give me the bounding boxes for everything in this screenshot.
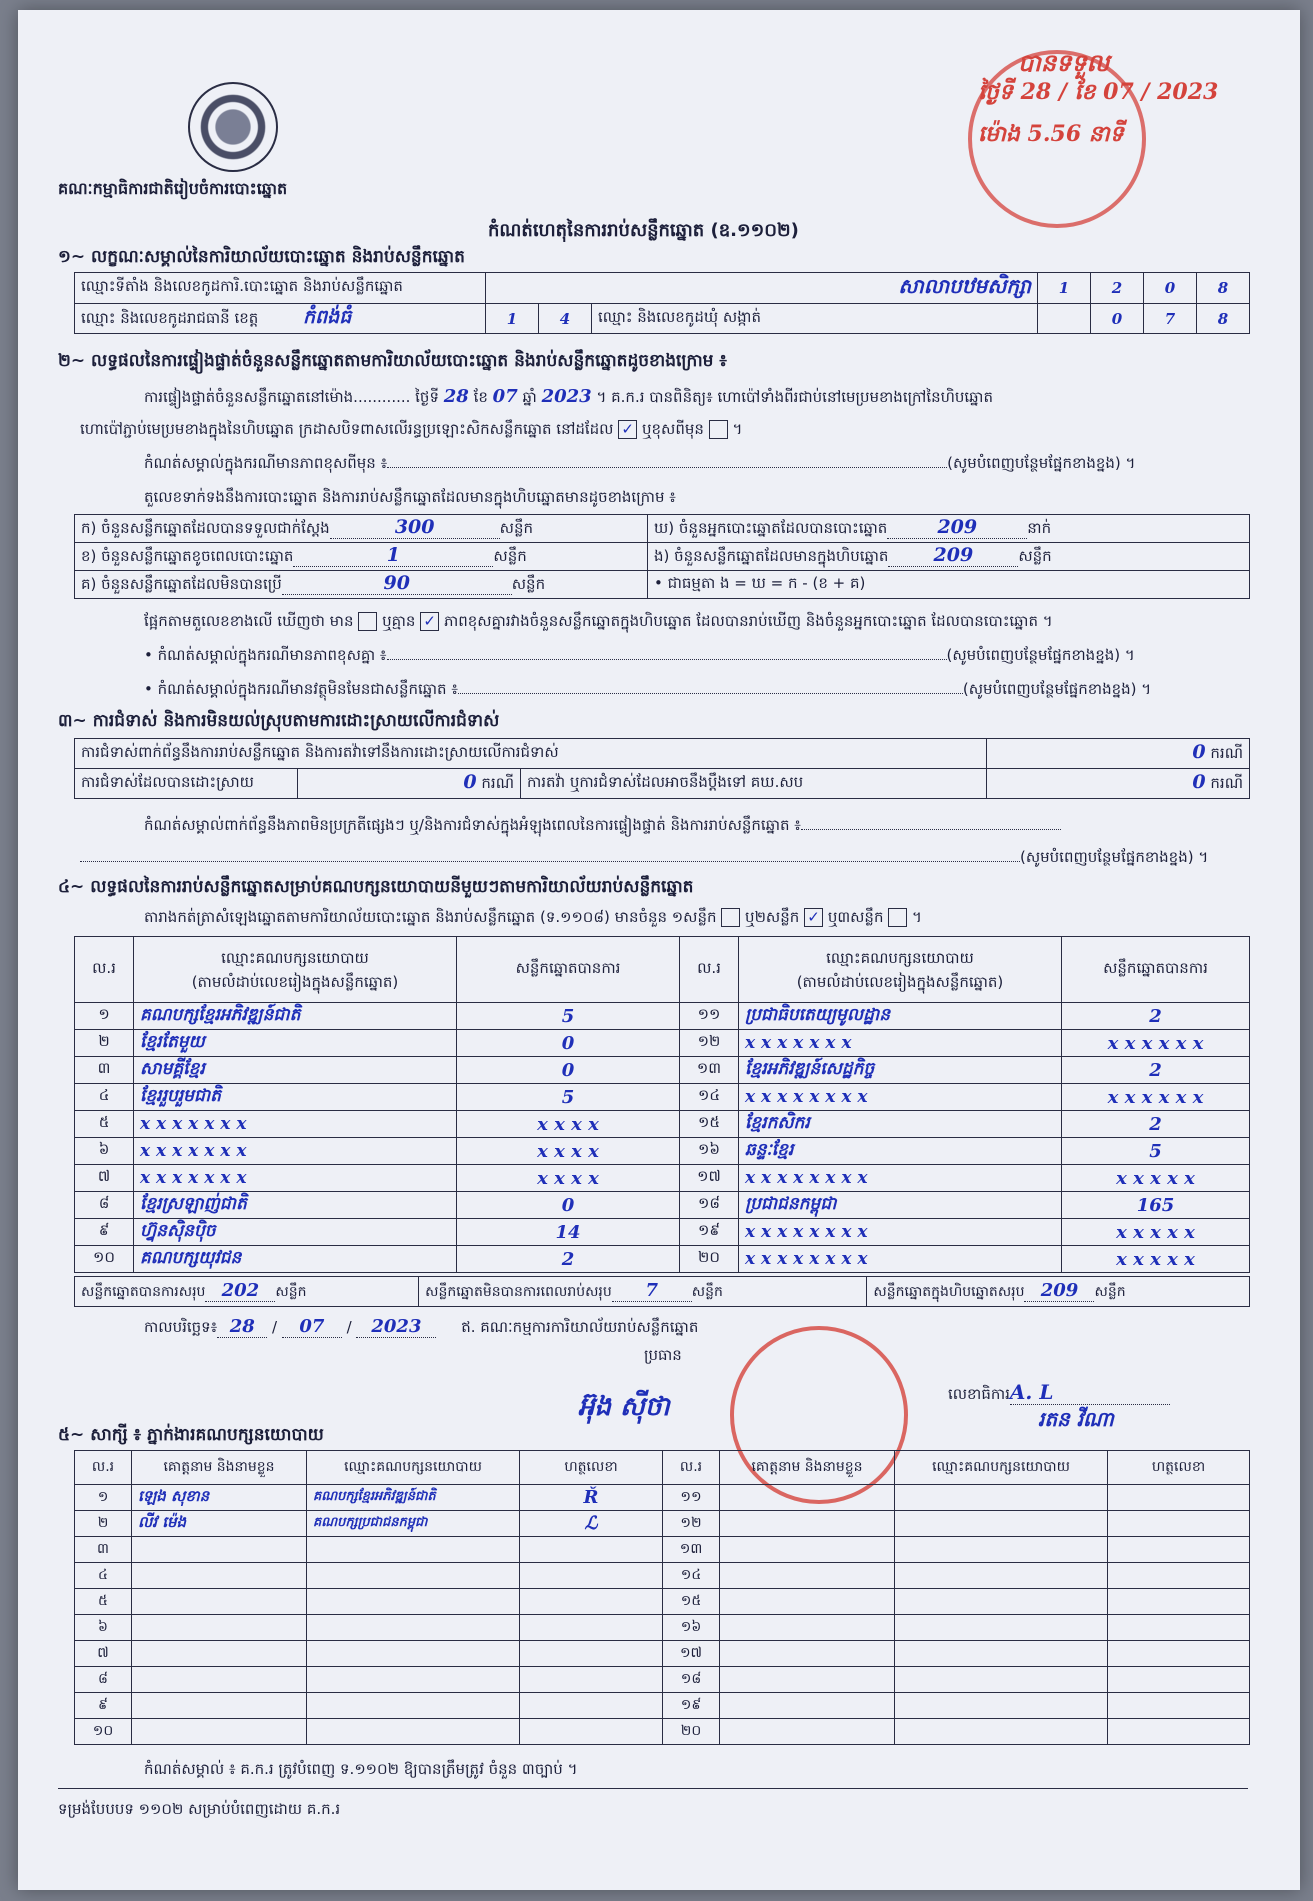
party-votes: 5 <box>457 1003 680 1030</box>
total-box: សន្លឹកឆ្នោតក្នុងហិបឆ្នោតសរុប 209 សន្លឹក <box>867 1277 1250 1307</box>
party-votes: 5 <box>1062 1138 1250 1165</box>
party-votes: 0 <box>457 1057 680 1084</box>
section4-title: ៤~ លទ្ធផលនៃការរាប់សន្លឹកឆ្នោតសម្រាប់គណបក្សនយោបាយនីមួយៗតាមការិយាល័យរាប់សន្លឹកឆ្នោត <box>58 877 694 897</box>
party-no: ២ <box>75 1030 134 1057</box>
witness-signature: Ř <box>520 1485 663 1511</box>
location-code-1: 1 <box>1038 273 1091 304</box>
witness-no: ៥ <box>75 1589 132 1615</box>
footer-rule <box>58 1788 1248 1789</box>
witness-name <box>132 1719 307 1745</box>
witness-signature <box>520 1667 663 1693</box>
party-name: x x x x x x x x <box>739 1165 1062 1192</box>
party-no: ១៧ <box>680 1165 739 1192</box>
col-party-left: ឈ្មោះគណបក្សនយោបាយ (តាមលំដាប់លេខរៀងក្នុងសន្លឹកឆ្នោត) <box>134 937 457 1003</box>
witness-no: ២ <box>75 1511 132 1537</box>
party-votes: 2 <box>1062 1057 1250 1084</box>
witness-signature <box>1108 1693 1250 1719</box>
witness-col-sign-left: ហត្ថលេខា <box>520 1451 663 1485</box>
party-name: ប្រជាធិបតេយ្យមូលដ្ឋាន <box>739 1003 1062 1030</box>
commune-code-3: 8 <box>1197 304 1250 334</box>
location-code-2: 2 <box>1091 273 1144 304</box>
party-no: ៦ <box>75 1138 134 1165</box>
witness-name <box>132 1693 307 1719</box>
witness-party <box>307 1563 520 1589</box>
province-code-2: 4 <box>539 304 592 334</box>
witness-party <box>895 1641 1108 1667</box>
location-label: ឈ្មោះទីតាំង និងលេខកូដការិ.បោះឆ្នោត និងរាប់សន្លឹកឆ្នោត <box>75 273 486 304</box>
secretary-name: រតន វីណា <box>1038 1407 1114 1431</box>
location-code-3: 0 <box>1144 273 1197 304</box>
has-difference-checkbox[interactable] <box>358 612 377 631</box>
one-sheet-checkbox[interactable] <box>721 908 740 927</box>
total-valid-value: 202 <box>205 1280 275 1302</box>
party-row <box>75 1246 1250 1273</box>
col-votes-left: សន្លឹកឆ្នោតបានការ <box>457 937 680 1003</box>
verification-line1: ការផ្ទៀងផ្ទាត់ចំនួនសន្លឹកឆ្នោតនៅម៉ោង............ ថ្ងៃទី 28 ខែ 07 ឆ្នាំ 2023 ។ គ.ក.រ បានពិនិត្យ៖ ហោប៉ៅទាំងពីរជាប់នៅមេប្រមខាងក្រៅនៃហិបឆ្នោត <box>144 386 993 407</box>
commune-code-1: 0 <box>1091 304 1144 334</box>
section1-table <box>74 272 1250 334</box>
party-no: ១៣ <box>680 1057 739 1084</box>
received-line3: ម៉ោង 5.56 នាទី <box>978 121 1124 147</box>
party-votes: 2 <box>1062 1111 1250 1138</box>
witness-row <box>75 1563 1250 1589</box>
figure-d-value: 209 <box>887 516 1027 539</box>
witness-party <box>895 1615 1108 1641</box>
witness-signature <box>520 1615 663 1641</box>
witness-name <box>720 1667 895 1693</box>
witness-signature <box>520 1537 663 1563</box>
witness-party <box>307 1667 520 1693</box>
same-checkbox[interactable]: ✓ <box>618 420 637 439</box>
witness-col-name-left: គោត្តនាម និងនាមខ្លួន <box>132 1451 307 1485</box>
received-line1: បានទទួល <box>1018 48 1110 77</box>
party-name: x x x x x x x x <box>739 1219 1062 1246</box>
party-name: x x x x x x x <box>134 1111 457 1138</box>
party-name: ខ្មែរតែមួយ <box>134 1030 457 1057</box>
province-value: កំពង់ធំ <box>303 305 352 328</box>
compare-line: ផ្អែកតាមតួលេខខាងលើ ឃើញថា មាន ឬគ្មាន ✓ ភាពខុសគ្នារវាងចំនួនសន្លឹកឆ្នោតក្នុងហិបឆ្នោត ដែលបានរាប់ឃើញ និងចំនួនអ្នកបោះឆ្នោត ដែលបានបោះឆ្នោត ។ <box>144 612 1053 630</box>
party-name: x x x x x x x <box>134 1165 457 1192</box>
party-name: x x x x x x x x <box>739 1246 1062 1273</box>
witness-no: ១៨ <box>663 1667 720 1693</box>
witness-col-party-left: ឈ្មោះគណបក្សនយោបាយ <box>307 1451 520 1485</box>
party-row <box>75 1219 1250 1246</box>
total-box-value: 209 <box>1024 1280 1094 1302</box>
figures-intro: តួលេខទាក់ទងនឹងការបោះឆ្នោត និងការរាប់សន្លឹកឆ្នោតដែលមានក្នុងហិបឆ្នោតមានដូចខាងក្រោម ៖ <box>144 488 676 506</box>
irregularity-note: កំណត់សម្គាល់ពាក់ព័ន្ធនឹងភាពមិនប្រក្រតីផ្សេងៗ ឬ/និងការជំទាស់ក្នុងអំឡុងពេលនៃការផ្ទៀងផ្ទាត់ និងការរាប់សន្លឹកឆ្នោត ៖ <box>144 816 1244 838</box>
totals-table <box>74 1276 1250 1307</box>
party-name: ខ្មែរស្រឡាញ់ជាតិ <box>134 1192 457 1219</box>
chair-label: ប្រធាន <box>644 1346 682 1364</box>
complaints-total-label: ការជំទាស់ពាក់ព័ន្ធនឹងការរាប់សន្លឹកឆ្នោត និងការតវ៉ាទៅនឹងការដោះស្រាយលើការជំទាស់ <box>75 739 987 769</box>
col-party-right: ឈ្មោះគណបក្សនយោបាយ (តាមលំដាប់លេខរៀងក្នុងសន្លឹកឆ្នោត) <box>739 937 1062 1003</box>
total-valid: សន្លឹកឆ្នោតបានការសរុប 202 សន្លឹក <box>75 1277 419 1307</box>
difference-note: • កំណត់សម្គាល់ក្នុងករណីមានភាពខុសគ្នា ៖ (សូមបំពេញបន្ថែមផ្នែកខាងខ្នង) ។ <box>144 646 1135 664</box>
witness-no: ១៣ <box>663 1537 720 1563</box>
party-row <box>75 1003 1250 1030</box>
witness-no: ១៤ <box>663 1563 720 1589</box>
witness-row <box>75 1641 1250 1667</box>
witness-signature <box>520 1563 663 1589</box>
witness-row <box>75 1693 1250 1719</box>
col-no-left: ល.រ <box>75 937 134 1003</box>
figure-b-value: 1 <box>293 544 493 567</box>
witness-no: ៩ <box>75 1693 132 1719</box>
witness-signature <box>1108 1615 1250 1641</box>
party-name: ខ្មែរអភិវឌ្ឍន៍សេដ្ឋកិច្ច <box>739 1057 1062 1084</box>
party-name: x x x x x x x <box>739 1030 1062 1057</box>
verify-month: 07 <box>492 386 518 407</box>
committee-label: ឥ. គណៈកម្មការការិយាល័យរាប់សន្លឹកឆ្នោត <box>461 1318 699 1336</box>
figures-table <box>74 514 1250 599</box>
witness-name <box>132 1641 307 1667</box>
party-no: ៣ <box>75 1057 134 1084</box>
witness-signature <box>1108 1589 1250 1615</box>
witness-name <box>132 1615 307 1641</box>
party-votes: 2 <box>457 1246 680 1273</box>
witness-no: ១៧ <box>663 1641 720 1667</box>
witness-party <box>895 1589 1108 1615</box>
section2-title: ២~ លទ្ធផលនៃការផ្ទៀងផ្ទាត់ចំនួនសន្លឹកឆ្នោតតាមការិយាល័យបោះឆ្នោត និងរាប់សន្លឹកឆ្នោតដូចខាងក្រោម ៖ <box>58 351 727 371</box>
resolved-label: ការជំទាស់ដែលបានដោះស្រាយ <box>75 769 298 799</box>
secretary-signature: A. L <box>1010 1380 1170 1405</box>
party-name: សាមគ្គីខ្មែរ <box>134 1057 457 1084</box>
witness-signature <box>1108 1667 1250 1693</box>
secretary-line: លេខាធិការA. L <box>948 1380 1170 1407</box>
party-no: ១៨ <box>680 1192 739 1219</box>
province-code-1: 1 <box>486 304 539 334</box>
party-name: ហ្វ៊ុនស៊ិនប៉ិច <box>134 1219 457 1246</box>
witness-name <box>132 1667 307 1693</box>
witness-no: ៧ <box>75 1641 132 1667</box>
date-day: 28 <box>217 1316 267 1338</box>
witness-col-no-right: ល.រ <box>663 1451 720 1485</box>
witness-party <box>895 1667 1108 1693</box>
party-votes: x x x x x <box>1062 1165 1250 1192</box>
witness-row <box>75 1719 1250 1745</box>
party-row <box>75 1165 1250 1192</box>
party-row <box>75 1030 1250 1057</box>
chair-signature: អ៊ុង ស៊ីថា <box>578 1392 670 1422</box>
witness-signature <box>1108 1563 1250 1589</box>
three-sheets-checkbox[interactable] <box>888 908 907 927</box>
witness-name <box>720 1537 895 1563</box>
party-row <box>75 1057 1250 1084</box>
party-votes: 0 <box>457 1192 680 1219</box>
appeal-value: 0 <box>1192 771 1206 793</box>
witness-no: ១៩ <box>663 1693 720 1719</box>
resolved-value: 0 <box>463 771 477 793</box>
witness-name <box>132 1589 307 1615</box>
party-name: x x x x x x x <box>134 1138 457 1165</box>
party-name: ប្រជាជនកម្ពុជា <box>739 1192 1062 1219</box>
footer-form: ទម្រង់បែបបទ ១១០២ សម្រាប់បំពេញដោយ គ.ក.រ <box>58 1800 341 1818</box>
change-note: កំណត់សម្គាល់ក្នុងករណីមានភាពខុសពីមុន ៖ (សូមបំពេញបន្ថែមផ្នែកខាងខ្នង) ។ <box>144 454 1136 472</box>
received-line2: ថ្ងៃទី 28 / ខែ 07 / 2023 <box>978 79 1219 105</box>
witness-party <box>307 1615 520 1641</box>
section3-title: ៣~ ការជំទាស់ និងការមិនយល់ស្រុបតាមការដោះស្រាយលើការជំទាស់ <box>58 711 500 731</box>
party-no: ១ <box>75 1003 134 1030</box>
party-no: ៧ <box>75 1165 134 1192</box>
witness-signature <box>1108 1485 1250 1511</box>
party-no: ១៩ <box>680 1219 739 1246</box>
location-code-4: 8 <box>1197 273 1250 304</box>
party-votes: 0 <box>457 1030 680 1057</box>
witness-name: ឡេង សុខាន <box>132 1485 307 1511</box>
witness-name <box>720 1511 895 1537</box>
witness-no: ៤ <box>75 1563 132 1589</box>
commune-label: ឈ្មោះ និងលេខកូដឃុំ សង្កាត់ <box>592 304 1038 334</box>
witness-signature <box>520 1693 663 1719</box>
party-votes: x x x x x <box>1062 1219 1250 1246</box>
party-votes: x x x x <box>457 1111 680 1138</box>
witness-no: ៣ <box>75 1537 132 1563</box>
witness-name: លីវ ម៉េង <box>132 1511 307 1537</box>
witness-no: ១០ <box>75 1719 132 1745</box>
section1-title: ១~ លក្ខណៈសម្គាល់នៃការិយាល័យបោះឆ្នោត និងរាប់សន្លឹកឆ្នោត <box>58 247 465 267</box>
witness-party <box>307 1641 520 1667</box>
witness-col-no-left: ល.រ <box>75 1451 132 1485</box>
ballot-count-form <box>18 10 1300 1890</box>
party-row <box>75 1084 1250 1111</box>
party-votes: x x x x <box>457 1138 680 1165</box>
two-sheets-checkbox[interactable]: ✓ <box>804 908 823 927</box>
witness-name <box>720 1485 895 1511</box>
verify-year: 2023 <box>541 386 592 407</box>
witness-no: ១ <box>75 1485 132 1511</box>
party-no: ៩ <box>75 1219 134 1246</box>
party-votes: x x x x x x <box>1062 1030 1250 1057</box>
figure-d: ឃ) ចំនួនអ្នកបោះឆ្នោតដែលបានបោះឆ្នោត 209 នាក់ <box>648 515 1250 543</box>
party-votes: 2 <box>1062 1003 1250 1030</box>
col-no-right: ល.រ <box>680 937 739 1003</box>
location-value: សាលាបឋមសិក្សា <box>486 273 1038 304</box>
witness-signature <box>520 1719 663 1745</box>
witness-party <box>307 1693 520 1719</box>
form-title: កំណត់ហេតុនៃការរាប់សន្លឹកឆ្នោត (ឧ.១១០២) <box>488 220 799 241</box>
party-name: គណបក្សខ្មែរអភិវឌ្ឍន៍ជាតិ <box>134 1003 457 1030</box>
footer-note: កំណត់សម្គាល់ ៖ គ.ក.រ ត្រូវបំពេញ ទ.១១០២ ឱ្យបានត្រឹមត្រូវ ចំនួន ៣ច្បាប់ ។ <box>144 1760 578 1778</box>
witness-no: ១៦ <box>663 1615 720 1641</box>
figure-b: ខ) ចំនួនសន្លឹកឆ្នោតខូចពេលបោះឆ្នោត 1 សន្លឹក <box>75 543 648 571</box>
witness-party <box>307 1537 520 1563</box>
witness-party <box>307 1719 520 1745</box>
party-no: ១៦ <box>680 1138 739 1165</box>
witness-name <box>132 1563 307 1589</box>
complaints-table: ការជំទាស់ពាក់ព័ន្ធនឹងការរាប់សន្លឹកឆ្នោត និងការតវ៉ាទៅនឹងការដោះស្រាយលើការជំទាស់ 0 ករណី ការជំទាស់ដែលបានដោះស្រាយ 0 ករណី ការតវ៉ា ឬការជំទាស់ដែលអាចនឹងប្តឹងទៅ គឃ.សប 0 ករណី <box>74 738 1250 799</box>
witness-party: គណបក្សប្រជាជនកម្ពុជា <box>307 1511 520 1537</box>
party-row <box>75 1192 1250 1219</box>
changed-checkbox[interactable] <box>709 420 728 439</box>
party-votes: x x x x x <box>1062 1246 1250 1273</box>
date-line: កាលបរិច្ឆេទ៖ 28 / 07 / 2023 ឥ. គណៈកម្មការការិយាល័យរាប់សន្លឹកឆ្នោត <box>144 1316 699 1337</box>
witness-name <box>720 1615 895 1641</box>
figure-e: ង) ចំនួនសន្លឹកឆ្នោតដែលមានក្នុងហិបឆ្នោត 209 សន្លឹក <box>648 543 1250 571</box>
party-results-table <box>74 936 1250 1273</box>
party-no: ១៤ <box>680 1084 739 1111</box>
section5-title: ៥~ សាក្សី ៖ ភ្នាក់ងារគណបក្សនយោបាយ <box>58 1425 324 1445</box>
witness-party <box>895 1693 1108 1719</box>
appeal-label: ការតវ៉ា ឬការជំទាស់ដែលអាចនឹងប្តឹងទៅ គឃ.សប <box>521 769 987 799</box>
witness-name <box>132 1537 307 1563</box>
total-invalid-value: 7 <box>612 1280 692 1302</box>
nec-logo <box>188 82 278 172</box>
witness-row <box>75 1537 1250 1563</box>
org-name: គណៈកម្មាធិការជាតិរៀបចំការបោះឆ្នោត <box>58 179 288 198</box>
witness-signature: ℒ <box>520 1511 663 1537</box>
commune-code-2: 7 <box>1144 304 1197 334</box>
party-row <box>75 1111 1250 1138</box>
witness-no: ២០ <box>663 1719 720 1745</box>
verify-day: 28 <box>443 386 469 407</box>
witness-name <box>720 1693 895 1719</box>
figure-formula: • ជាធម្មតា ង = ឃ = ក - (ខ + គ) <box>648 571 1250 599</box>
witness-signature <box>1108 1511 1250 1537</box>
party-name: ឆន្ទៈខ្មែរ <box>739 1138 1062 1165</box>
party-no: ៥ <box>75 1111 134 1138</box>
party-name: ខ្មែរកសិករ <box>739 1111 1062 1138</box>
party-votes: 5 <box>457 1084 680 1111</box>
witness-col-name-right: គោត្តនាម និងនាមខ្លួន <box>720 1451 895 1485</box>
witness-row <box>75 1511 1250 1537</box>
witness-party <box>307 1589 520 1615</box>
party-no: ៤ <box>75 1084 134 1111</box>
witness-signature <box>520 1589 663 1615</box>
figure-e-value: 209 <box>888 544 1018 567</box>
tally-sheet-line: តារាងកត់ត្រាសំឡេងឆ្នោតតាមការិយាល័យបោះឆ្នោត និងរាប់សន្លឹកឆ្នោត (ទ.១១០៨) មានចំនួន ១សន្លឹក ឬ២សន្លឹក ✓ ឬ៣សន្លឹក ។ <box>144 908 922 926</box>
witness-name <box>720 1563 895 1589</box>
party-no: ១០ <box>75 1246 134 1273</box>
witness-no: ៨ <box>75 1667 132 1693</box>
witness-signature <box>1108 1719 1250 1745</box>
complaints-total-value: 0 <box>1192 741 1206 763</box>
witness-signature <box>1108 1641 1250 1667</box>
total-invalid: សន្លឹកឆ្នោតមិនបានការពេលរាប់សរុប 7 សន្លឹក <box>419 1277 867 1307</box>
witness-col-party-right: ឈ្មោះគណបក្សនយោបាយ <box>895 1451 1108 1485</box>
party-no: ១៥ <box>680 1111 739 1138</box>
verification-line2: ហោប៉ៅភ្ជាប់មេប្រមខាងក្នុងនៃហិបឆ្នោត ក្រដាសបិទពាសលើរន្ធប្រឡោះសិកសន្លឹកឆ្នោត នៅដដែល ✓ ឬខុសពីមុន ។ <box>80 420 743 438</box>
party-name: គណបក្សយុវជន <box>134 1246 457 1273</box>
witness-party <box>895 1511 1108 1537</box>
witness-no: ១៥ <box>663 1589 720 1615</box>
party-votes: x x x x x x <box>1062 1084 1250 1111</box>
witness-signature <box>520 1641 663 1667</box>
party-votes: 165 <box>1062 1192 1250 1219</box>
party-row <box>75 1138 1250 1165</box>
witness-name <box>720 1589 895 1615</box>
witness-name <box>720 1641 895 1667</box>
party-no: ១២ <box>680 1030 739 1057</box>
witness-party <box>895 1563 1108 1589</box>
date-year: 2023 <box>356 1316 436 1338</box>
witness-party <box>895 1719 1108 1745</box>
witness-col-sign-right: ហត្ថលេខា <box>1108 1451 1250 1485</box>
province-label: ឈ្មោះ និងលេខកូដរាជធានី ខេត្ត កំពង់ធំ <box>75 304 486 334</box>
party-votes: 14 <box>457 1219 680 1246</box>
party-no: ២០ <box>680 1246 739 1273</box>
witness-row <box>75 1667 1250 1693</box>
witness-name <box>720 1719 895 1745</box>
party-name: ខ្មែររួបរួមជាតិ <box>134 1084 457 1111</box>
figure-a: ក) ចំនួនសន្លឹកឆ្នោតដែលបានទទួលជាក់ស្តែង 300 សន្លឹក <box>75 515 648 543</box>
witness-no: ៦ <box>75 1615 132 1641</box>
party-name: x x x x x x x x <box>739 1084 1062 1111</box>
witness-party <box>895 1485 1108 1511</box>
witness-party: គណបក្សខ្មែរអភិវឌ្ឍន៍ជាតិ <box>307 1485 520 1511</box>
witness-row <box>75 1615 1250 1641</box>
no-difference-checkbox[interactable]: ✓ <box>420 612 439 631</box>
date-month: 07 <box>282 1316 342 1338</box>
witness-signature <box>1108 1537 1250 1563</box>
witness-party <box>895 1537 1108 1563</box>
witness-row <box>75 1589 1250 1615</box>
witness-row <box>75 1485 1250 1511</box>
irregularity-note-line2: (សូមបំពេញបន្ថែមផ្នែកខាងខ្នង) ។ <box>80 848 1208 870</box>
figure-c: គ) ចំនួនសន្លឹកឆ្នោតដែលមិនបានប្រើ 90 សន្លឹក <box>75 571 648 599</box>
party-no: ៨ <box>75 1192 134 1219</box>
foreign-object-note: • កំណត់សម្គាល់ក្នុងករណីមានវត្ថុមិនមែនជាសន្លឹកឆ្នោត ៖ (សូមបំពេញបន្ថែមផ្នែកខាងខ្នង) ។ <box>144 680 1152 698</box>
witness-no: ១១ <box>663 1485 720 1511</box>
witness-table <box>74 1450 1250 1745</box>
witness-no: ១២ <box>663 1511 720 1537</box>
figure-a-value: 300 <box>330 516 500 539</box>
col-votes-right: សន្លឹកឆ្នោតបានការ <box>1062 937 1250 1003</box>
figure-c-value: 90 <box>282 572 512 595</box>
party-no: ១១ <box>680 1003 739 1030</box>
party-votes: x x x x <box>457 1165 680 1192</box>
